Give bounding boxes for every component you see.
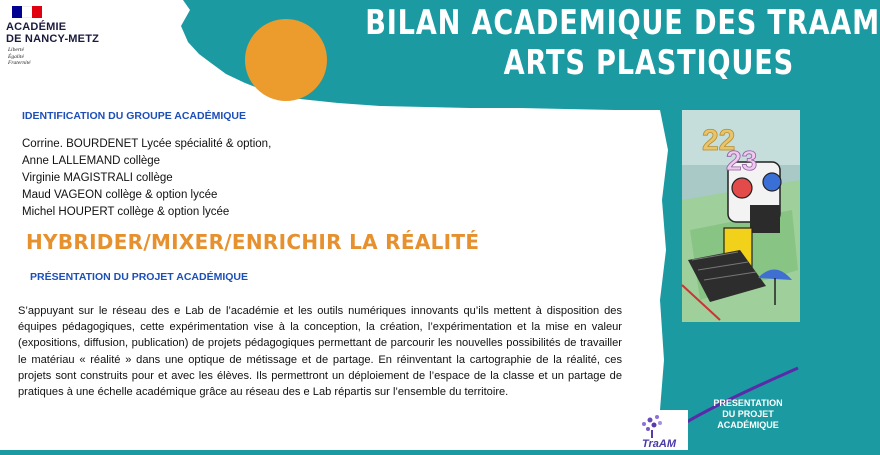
- artwork-illustration: [680, 110, 800, 325]
- page-title-line2: ARTS PLASTIQUES: [503, 43, 794, 83]
- footer-label-line1: PRESENTATION: [713, 398, 783, 408]
- traam-logo: [624, 410, 688, 450]
- project-title: HYBRIDER/MIXER/ENRICHIR LA RÉALITÉ: [26, 230, 480, 254]
- project-description: S’appuyant sur le réseau des e Lab de l’académie et les outils numériques innovants qu’ils mettent à disposition des équipes pédagogiques, cette expérimentation vise à la conception, la création, l’expérimentation et la mise en valeur (expositions, diffusion, publication) de projets pédagogiques permettant de parcourir les nouvelles possibilités de travailler le matériau « réalité » dans une optique de métissage et de partage. En réinventant la cartographie de la réalité, ces projets sont construits pour et avec les élèves. Ils permettront un déploiement de l’espace de la classe et un partage de pratiques à une échelle académique grâce au réseau des e Lab répartis sur l’ensemble du territoire.: [18, 305, 622, 399]
- orange-circle-decoration: [244, 18, 328, 102]
- footer-label-line3: ACADÉMIQUE: [717, 420, 779, 430]
- french-flag-icon: [12, 6, 42, 18]
- logo-motto: [8, 47, 116, 67]
- artwork-image: [680, 110, 800, 325]
- footer-presentation-label: [700, 398, 796, 431]
- logo-name: [6, 21, 116, 45]
- identification-heading: IDENTIFICATION DU GROUPE ACADÉMIQUE: [22, 110, 247, 122]
- logo-line1: ACADÉMIE: [6, 21, 67, 33]
- member-item: Virginie MAGISTRALI collège: [22, 172, 173, 184]
- artwork-number-22: 22: [702, 124, 736, 157]
- member-item: Corrine. BOURDENET Lycée spécialité & option,: [22, 138, 272, 150]
- artwork-number-23: 23: [726, 145, 758, 176]
- traam-logo-text: TraAM: [642, 438, 677, 450]
- member-item: Anne LALLEMAND collège: [22, 155, 161, 167]
- presentation-heading: PRÉSENTATION DU PROJET ACADÉMIQUE: [30, 271, 248, 283]
- footer-label-line2: DU PROJET: [722, 409, 774, 419]
- page-title-line1: BILAN ACADEMIQUE DES TRAAM: [365, 3, 880, 43]
- member-item: Maud VAGEON collège & option lycée: [22, 189, 218, 201]
- motto-fraternite: Fraternité: [8, 60, 31, 66]
- member-item: Michel HOUPERT collège & option lycée: [22, 206, 230, 218]
- member-list: [22, 136, 271, 221]
- motto-egalite: Égalité: [8, 53, 24, 60]
- motto-liberte: Liberté: [8, 47, 24, 53]
- logo-line2: DE NANCY-METZ: [6, 33, 100, 45]
- academy-logo: [6, 6, 116, 67]
- traam-logo-icon: [624, 410, 688, 450]
